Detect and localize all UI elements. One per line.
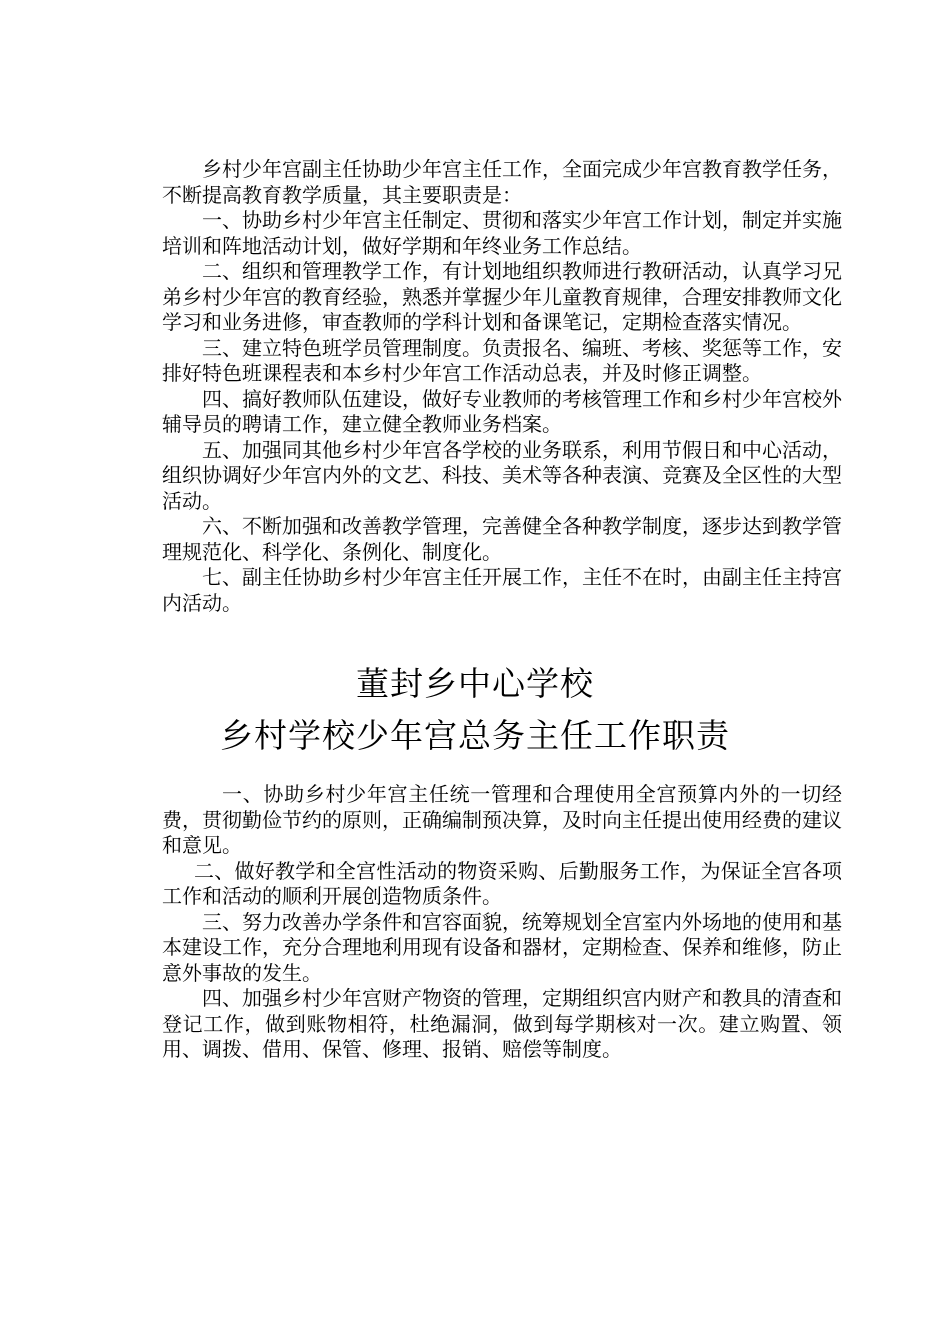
duty-paragraph-4: 四、搞好教师队伍建设，做好专业教师的考核管理工作和乡村少年宫校外辅导员的聘请工作，建立健全教师业务档案。 (162, 386, 842, 436)
duty-paragraph-7: 七、副主任协助乡村少年宫主任开展工作，主任不在时，由副主任主持宫内活动。 (162, 565, 842, 615)
affairs-paragraph-2: 二、做好教学和全宫性活动的物资采购、后勤服务工作，为保证全宫各项工作和活动的顺利开展创造物质条件。 (162, 858, 842, 908)
school-title: 董封乡中心学校 (356, 664, 594, 703)
affairs-paragraph-4: 四、加强乡村少年宫财产物资的管理，定期组织宫内财产和教具的清查和登记工作，做到账物相符，杜绝漏洞，做到每学期核对一次。建立购置、领用、调拨、借用、保管、修理、报销、赔偿等制度。 (162, 986, 842, 1061)
duty-paragraph-1: 一、协助乡村少年宫主任制定、贯彻和落实少年宫工作计划，制定并实施培训和阵地活动计划，做好学期和年终业务工作总结。 (162, 208, 842, 258)
deputy-director-duties (162, 157, 842, 616)
section-heading: 乡村学校少年宫总务主任工作职责 (220, 716, 730, 755)
duty-paragraph-2: 二、组织和管理教学工作，有计划地组织教师进行教研活动，认真学习兄弟乡村少年宫的教育经验，熟悉并掌握少年儿童教育规律，合理安排教师文化学习和业务进修，审查教师的学科计划和备课笔记，定期检查落实情况。 (162, 259, 842, 334)
affairs-paragraph-3: 三、努力改善办学条件和宫容面貌，统筹规划全宫室内外场地的使用和基本建设工作，充分合理地利用现有设备和器材，定期检查、保养和维修，防止意外事故的发生。 (162, 909, 842, 985)
duty-paragraph-6: 六、不断加强和改善教学管理，完善健全各种教学制度，逐步达到教学管理规范化、科学化、条例化、制度化。 (162, 514, 842, 564)
affairs-paragraph-1: 一、协助乡村少年宫主任统一管理和合理使用全宫预算内外的一切经费，贯彻勤俭节约的原则，正确编制预决算，及时向主任提出使用经费的建议和意见。 (162, 782, 842, 857)
general-affairs-duties (162, 782, 842, 1063)
duty-paragraph-3: 三、建立特色班学员管理制度。负责报名、编班、考核、奖惩等工作，安排好特色班课程表和本乡村少年宫工作活动总表，并及时修正调整。 (162, 335, 842, 385)
intro-paragraph: 乡村少年宫副主任协助少年宫主任工作，全面完成少年宫教育教学任务，不断提高教育教学质量，其主要职责是： (162, 157, 842, 207)
duty-paragraph-5: 五、加强同其他乡村少年宫各学校的业务联系，利用节假日和中心活动，组织协调好少年宫内外的文艺、科技、美术等各种表演、竞赛及全区性的大型活动。 (162, 437, 842, 513)
